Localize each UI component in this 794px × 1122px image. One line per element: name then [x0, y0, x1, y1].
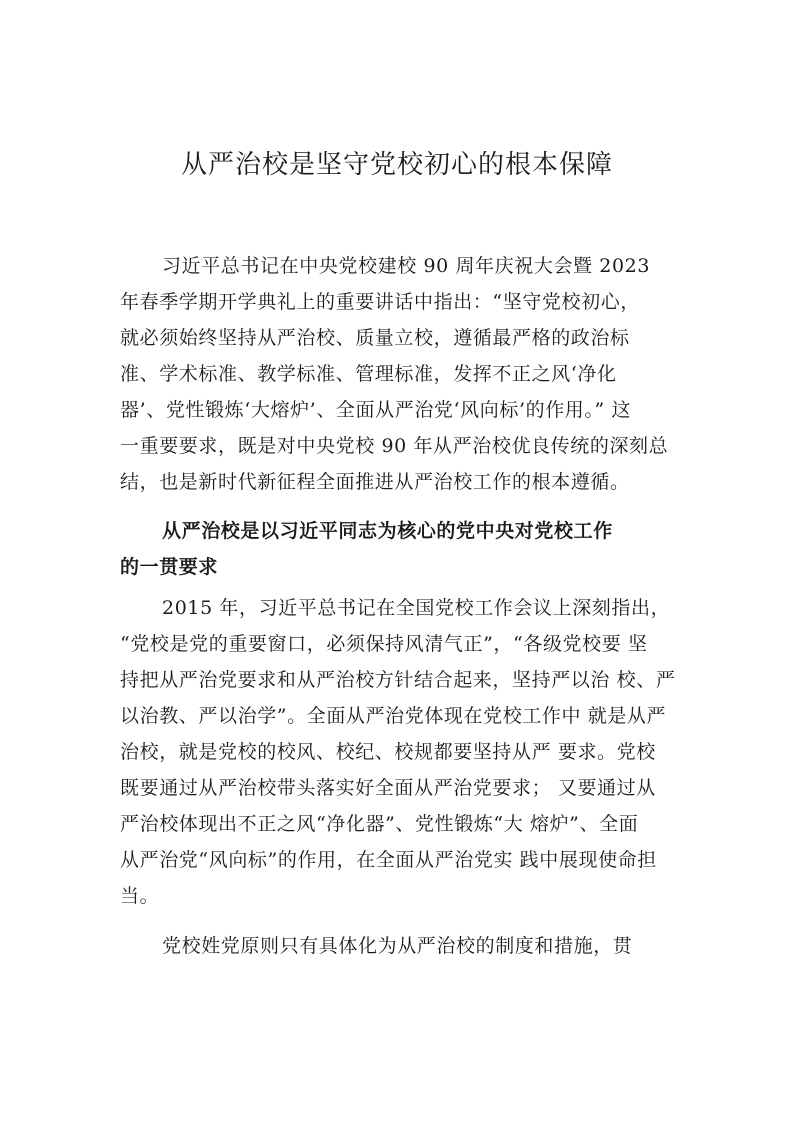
- paragraph-2-line-4: 以治教、严以治学”。全面从严治党体现在党校工作中 就是从严: [120, 705, 667, 727]
- paragraph-2-line-7: 严治校体现出不正之风“净化器”、党性锻炼“大 熔炉”、全面: [120, 813, 639, 835]
- paragraph-2-line-1: 2015 年，习近平总书记在全国党校工作会议上深刻指出，: [162, 597, 671, 619]
- paragraph-1-line-7: 结，也是新时代新征程全面推进从严治校工作的根本遵循。: [120, 471, 630, 493]
- paragraph-1-line-3: 就必须始终坚持从严治校、质量立校，遵循最严格的政治标: [120, 327, 630, 349]
- section-heading-line-1: 从严治校是以习近平同志为核心的党中央对党校工作: [162, 520, 613, 542]
- paragraph-2-line-2: “党校是党的重要窗口，必须保持风清气正”，“各级党校要 坚: [120, 633, 648, 655]
- paragraph-2-line-5: 治校，就是党校的校风、校纪、校规都要坚持从严 要求。党校: [120, 741, 656, 763]
- section-heading-line-2: 的一贯要求: [120, 556, 219, 578]
- paragraph-2-line-9: 当。: [120, 885, 160, 907]
- paragraph-2-line-6: 既要通过从严治校带头落实好全面从严治党要求； 又要通过从: [120, 777, 656, 799]
- paragraph-2-line-8: 从严治党“风向标”的作用，在全面从严治党实 践中展现使命担: [120, 849, 657, 871]
- paragraph-1-line-5: 器’、党性锻炼‘大熔炉’、全面从严治党‘风向标’的作用。” 这: [120, 399, 632, 421]
- paragraph-1-line-1: 习近平总书记在中央党校建校 90 周年庆祝大会暨 2023: [162, 255, 651, 277]
- paragraph-1-line-6: 一重要要求，既是对中央党校 90 年从严治校优良传统的深刻总: [120, 435, 669, 457]
- paragraph-2-line-3: 持把从严治党要求和从严治校方针结合起来，坚持严以治 校、严: [120, 669, 676, 691]
- paragraph-1-line-2: 年春季学期开学典礼上的重要讲话中指出：“坚守党校初心，: [120, 291, 640, 313]
- document-title: 从严治校是坚守党校初心的根本保障: [180, 150, 613, 180]
- paragraph-1-line-4: 准、学术标准、教学标准、管理标准，发挥不正之风‘净化: [120, 363, 617, 385]
- paragraph-3-line-1: 党校姓党原则只有具体化为从严治校的制度和措施，贯: [162, 935, 633, 957]
